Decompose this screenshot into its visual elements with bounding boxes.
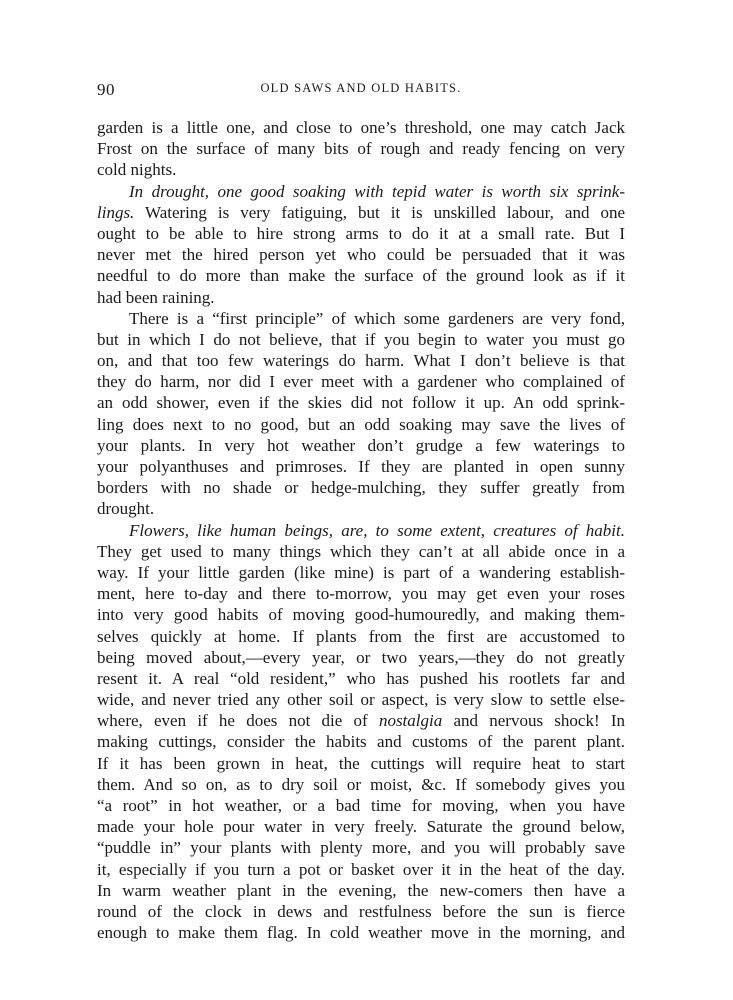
text-segment: In warm weather plant in the evening, the new-comers then have a xyxy=(97,880,625,900)
text-line xyxy=(97,922,625,943)
text-line xyxy=(97,647,625,668)
text-segment: being moved about,—every year, or two years,—they do not greatly xyxy=(97,647,625,667)
text-line xyxy=(97,562,625,583)
text-segment: an odd shower, even if the skies did not follow it up. An odd sprink- xyxy=(97,393,625,413)
text-line xyxy=(97,901,625,922)
text-segment: into very good habits of moving good-humouredly, and making them- xyxy=(97,605,625,625)
text-segment: making cuttings, consider the habits and customs of the parent plant. xyxy=(97,732,625,752)
text-line xyxy=(97,159,625,180)
page-number: 90 xyxy=(97,80,115,99)
text-line xyxy=(97,181,625,202)
text-line xyxy=(97,244,625,265)
italic-text: Flowers, like human beings, are, to some extent, creatures of habit. xyxy=(129,520,625,540)
text-line xyxy=(97,138,625,159)
text-line xyxy=(97,329,625,350)
text-segment: your polyanthuses and primroses. If they are planted in open sunny xyxy=(97,457,625,476)
text-line xyxy=(97,837,625,858)
text-line xyxy=(97,202,625,223)
text-line xyxy=(97,223,625,244)
text-segment: wide, and never tried any other soil or aspect, is very slow to settle else- xyxy=(97,690,625,710)
text-line xyxy=(97,371,625,392)
text-line xyxy=(97,117,625,138)
text-segment: but in which I do not believe, that if you begin to water you must go xyxy=(97,329,625,349)
text-line xyxy=(97,880,625,901)
running-title: OLD SAWS AND OLD HABITS. xyxy=(260,81,462,95)
text-line xyxy=(97,753,625,774)
text-line xyxy=(97,795,625,816)
text-line xyxy=(97,816,625,837)
text-line xyxy=(97,604,625,625)
text-segment: There is a “first principle” of which some gardeners are very fond, xyxy=(129,308,625,328)
text-line xyxy=(97,710,625,731)
text-segment: needful to do more than make the surface of the ground look as if it xyxy=(97,266,625,286)
text-segment: your plants. In very hot weather don’t grudge a few waterings to xyxy=(97,435,625,455)
text-segment: they do harm, nor did I ever meet with a gardener who complained of xyxy=(97,372,625,392)
text-segment: garden is a little one, and close to one’s threshold, one may catch Jack xyxy=(97,118,625,137)
text-line xyxy=(97,541,625,562)
text-segment: drought. xyxy=(97,499,155,519)
text-line xyxy=(97,583,625,604)
text-segment: ment, here to-day and there to-morrow, you may get even your roses xyxy=(97,584,625,604)
text-segment: selves quickly at home. If plants from the first are accustomed to xyxy=(97,626,625,646)
text-line xyxy=(97,668,625,689)
text-line xyxy=(97,456,625,477)
text-line xyxy=(97,265,625,286)
text-segment: it, especially if you turn a pot or basket over it in the heat of the day. xyxy=(97,859,625,879)
text-segment: had been raining. xyxy=(97,287,215,307)
text-line xyxy=(97,731,625,752)
text-segment: where, even if he does not die of xyxy=(97,711,379,731)
text-segment: and nervous shock! In xyxy=(442,711,625,731)
body-text xyxy=(97,117,625,943)
text-line xyxy=(97,435,625,456)
text-segment: borders with no shade or hedge-mulching, they suffer greatly from xyxy=(97,478,625,498)
text-line xyxy=(97,392,625,413)
text-segment: “puddle in” your plants with plenty more, and you will probably save xyxy=(97,838,625,858)
text-line xyxy=(97,414,625,435)
italic-text: lings. xyxy=(97,202,135,222)
text-segment: round of the clock in dews and restfulness before the sun is fierce xyxy=(97,901,625,921)
text-line xyxy=(97,477,625,498)
text-segment: If it has been grown in heat, the cuttings will require heat to start xyxy=(97,753,625,773)
text-segment: Watering is very fatiguing, but it is unskilled labour, and one xyxy=(134,202,625,222)
text-line xyxy=(97,689,625,710)
page-header xyxy=(97,80,625,102)
text-segment: enough to make them flag. In cold weather move in the morning, and xyxy=(97,923,625,943)
text-segment: ling does next to no good, but an odd soaking may save the lives of xyxy=(97,414,625,434)
text-segment: Frost on the surface of many bits of rough and ready fencing on very xyxy=(97,139,625,159)
text-line xyxy=(97,859,625,880)
text-segment: resent it. A real “old resident,” who has pushed his rootlets far and xyxy=(97,668,625,688)
text-line xyxy=(97,287,625,308)
text-segment: them. And so on, as to dry soil or moist, &c. If somebody gives you xyxy=(97,774,625,794)
italic-text: nostalgia xyxy=(378,711,443,731)
text-line xyxy=(97,308,625,329)
text-line xyxy=(97,520,625,541)
text-segment: on, and that too few waterings do harm. What I don’t believe is that xyxy=(97,351,625,371)
text-segment: way. If your little garden (like mine) is part of a wandering establish- xyxy=(97,562,625,582)
text-segment: cold nights. xyxy=(97,160,177,180)
text-segment: never met the hired person yet who could be persuaded that it was xyxy=(97,245,625,265)
text-line xyxy=(97,774,625,795)
text-segment: They get used to many things which they can’t at all abide once in a xyxy=(97,541,625,561)
text-segment: “a root” in hot weather, or a bad time for moving, when you have xyxy=(97,796,625,815)
text-line xyxy=(97,350,625,371)
italic-text: In drought, one good soaking with tepid water is worth six sprink- xyxy=(129,181,625,201)
text-segment: made your hole pour water in very freely. Saturate the ground below, xyxy=(97,817,625,837)
text-segment: ought to be able to hire strong arms to do it at a small rate. But I xyxy=(97,223,625,243)
text-line xyxy=(97,498,625,519)
text-line xyxy=(97,626,625,647)
